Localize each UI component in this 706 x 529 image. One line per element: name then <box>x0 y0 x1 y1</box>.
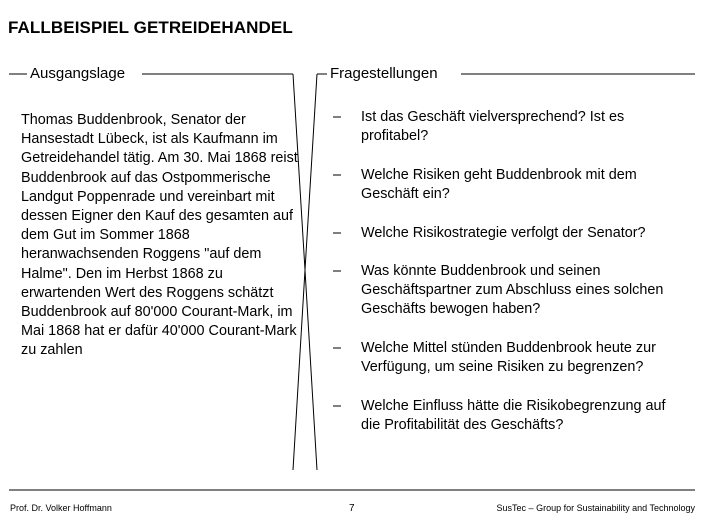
left-section-heading: Ausgangslage <box>27 65 128 82</box>
dash-bullet: – <box>333 340 342 356</box>
question-item <box>333 166 695 204</box>
footer-organization: SusTec – Group for Sustainability and Technology <box>496 503 695 513</box>
question-text: Was könnte Buddenbrook und seinen Geschäftspartner zum Abschluss eines solchen Geschäfts bewogen haben? <box>361 263 664 317</box>
dash-bullet: – <box>333 109 342 125</box>
dash-bullet: – <box>333 398 342 414</box>
footer-page-number: 7 <box>349 503 355 514</box>
question-item <box>333 224 695 243</box>
dash-bullet: – <box>333 225 342 241</box>
page-title: FALLBEISPIEL GETREIDEHANDEL <box>8 18 293 37</box>
question-item <box>333 262 695 319</box>
question-text: Welche Risiken geht Buddenbrook mit dem Geschäft ein? <box>361 167 637 202</box>
dash-bullet: – <box>333 263 342 279</box>
scenario-text: Thomas Buddenbrook, Senator der Hansestadt Lübeck, ist als Kaufmann im Getreidehandel tätig. Am 30. Mai 1868 reist Buddenbrook auf das Ostpommerische Landgut Poppenrade und vereinbart mit dessen Eigner den Kauf des gesamten auf dem Gut im Sommer 1868 heranwachsenden Roggens "auf dem Halme". Den im Herbst 1868 zu erwartenden Wert des Roggens schätzt Buddenbrook auf 80'000 Courant-Mark, im Mai 1868 hat er dafür 40'000 Courant-Mark zu zahlen <box>21 112 298 359</box>
question-list <box>333 108 695 435</box>
footer-author: Prof. Dr. Volker Hoffmann <box>10 503 112 513</box>
question-item <box>333 108 695 146</box>
question-text: Ist das Geschäft vielversprechend? Ist es profitabel? <box>361 109 625 144</box>
question-item <box>333 397 695 435</box>
question-text: Welche Einfluss hätte die Risikobegrenzung auf die Profitabilität des Geschäfts? <box>361 398 666 433</box>
right-section-heading: Fragestellungen <box>327 65 441 82</box>
question-text: Welche Risikostrategie verfolgt der Senator? <box>361 225 646 241</box>
chevron-divider-inner <box>305 74 317 470</box>
question-item <box>333 339 695 377</box>
dash-bullet: – <box>333 167 342 183</box>
question-text: Welche Mittel stünden Buddenbrook heute zur Verfügung, um seine Risiken zu begrenzen? <box>361 340 656 375</box>
